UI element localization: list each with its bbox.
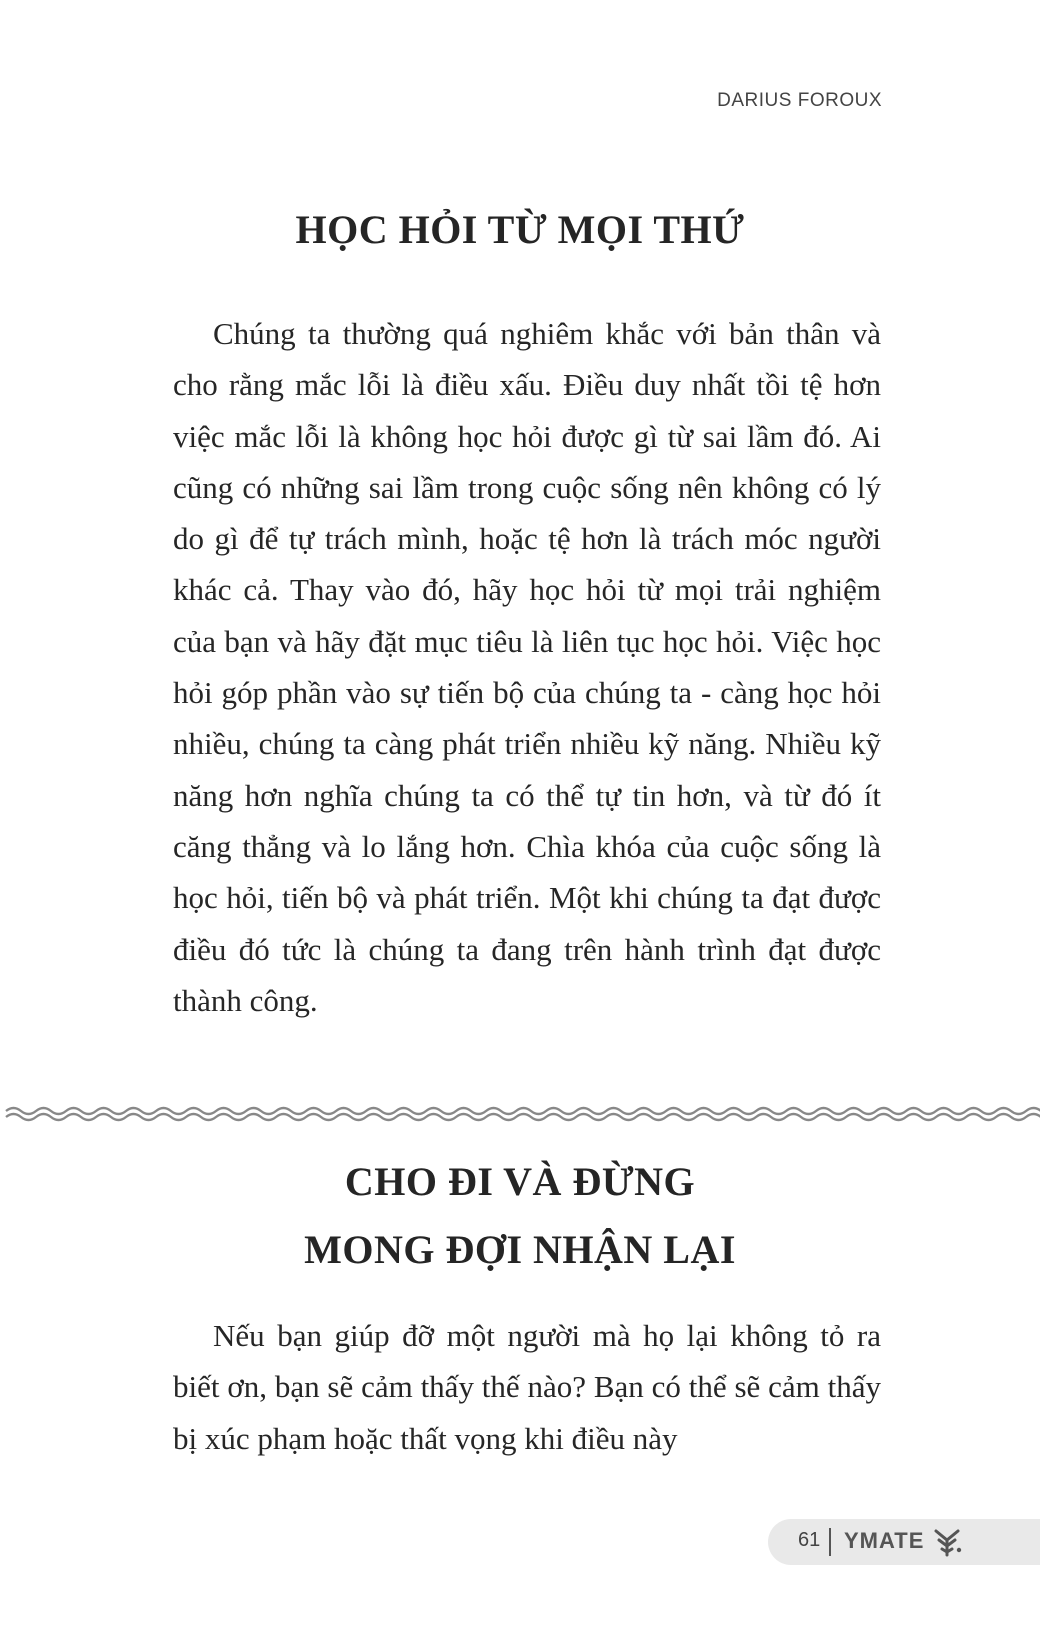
footer-separator <box>829 1528 831 1556</box>
wavy-divider <box>0 1100 1040 1128</box>
section-title-give <box>0 1148 1040 1284</box>
section-body-give: Nếu bạn giúp đỡ một người mà họ lại không tỏ ra biết ơn, bạn sẽ cảm thấy thế nào? Bạn có thể sẽ cảm thấy bị xúc phạm hoặc thất vọng khi điều này <box>173 1318 881 1456</box>
page-number: 61 <box>798 1529 821 1551</box>
section-title-give-line-2: MONG ĐỢI NHẬN LẠI <box>304 1227 736 1272</box>
ymate-logo-icon <box>931 1526 963 1558</box>
section-title-give-line-1: CHO ĐI VÀ ĐỪNG <box>344 1159 696 1204</box>
section-body-learn: Chúng ta thường quá nghiêm khắc với bản thân và cho rằng mắc lỗi là điều xấu. Điều duy nhất tồi tệ hơn việc mắc lỗi là không học hỏi được gì từ sai lầm đó. Ai cũng có những sai lầm trong cuộc sống nên không có lý do gì để tự trách mình, hoặc tệ hơn là trách móc người khác cả. Thay vào đó, hãy học hỏi từ mọi trải nghiệm của bạn và hãy đặt mục tiêu là liên tục học hỏi. Việc học hỏi góp phần vào sự tiến bộ của chúng ta - càng học hỏi nhiều, chúng ta càng phát triển nhiều kỹ năng. Nhiều kỹ năng hơn nghĩa chúng ta có thể tự tin hơn, và từ đó ít căng thẳng và lo lắng hơn. Chìa khóa của cuộc sống là học hỏi, tiến bộ và phát triển. Một khi chúng ta đạt được điều đó tức là chúng ta đang trên hành trình đạt được thành công. <box>173 316 881 1018</box>
section-title-learn: HỌC HỎI TỪ MỌI THỨ <box>295 207 745 252</box>
brand-name: YMATE <box>844 1528 925 1553</box>
running-header-author: DARIUS FOROUX <box>717 90 882 111</box>
page-footer <box>768 1519 1040 1565</box>
